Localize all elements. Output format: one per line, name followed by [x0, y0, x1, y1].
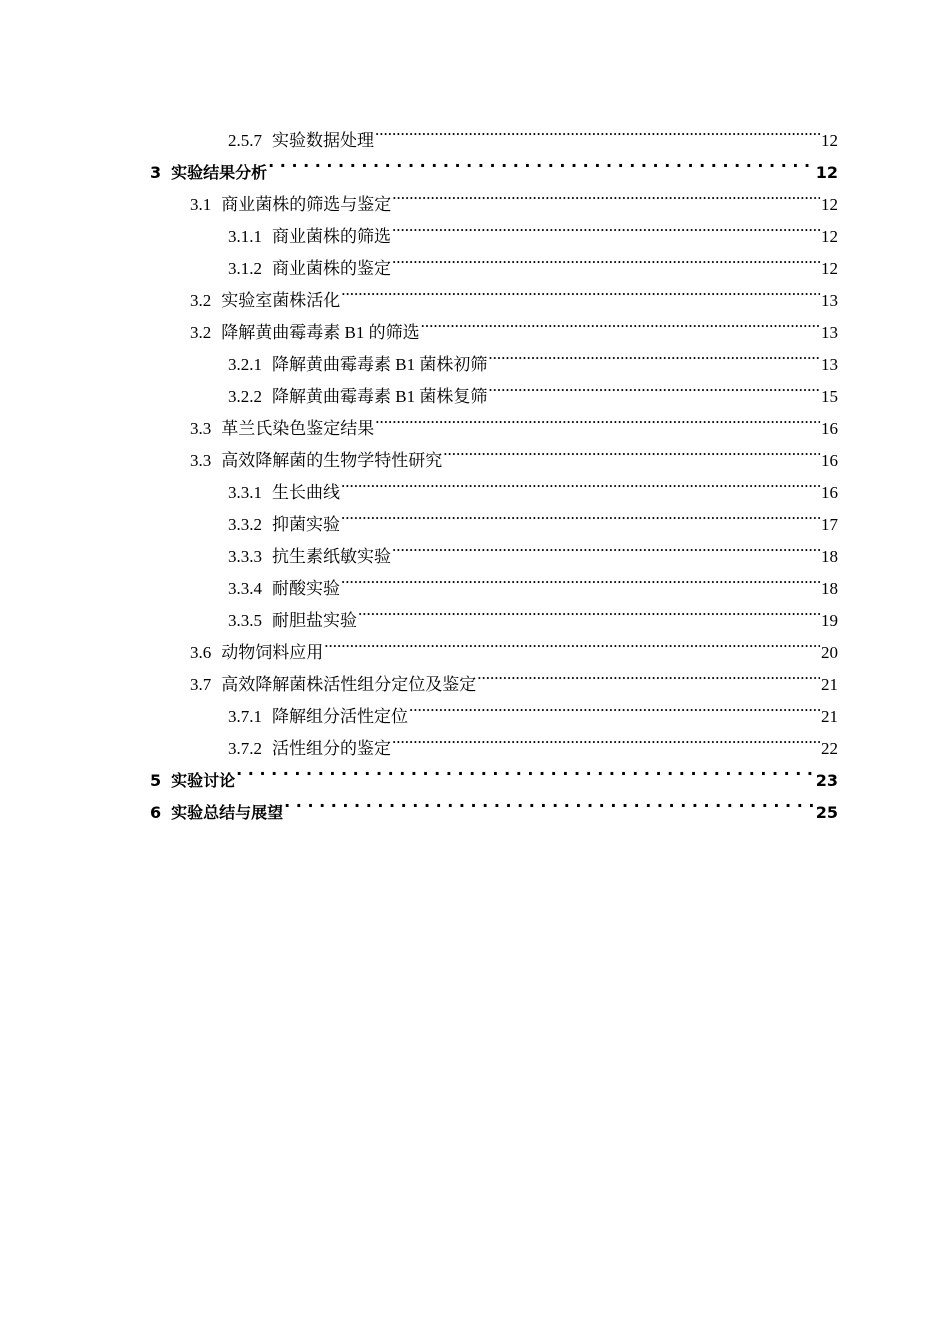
toc-entry-number: 2.5.7 [228, 131, 262, 150]
toc-entry-title: 革兰氏染色鉴定结果 [221, 419, 375, 438]
toc-entry-page: 13 [821, 291, 838, 310]
toc-entry-number: 3.7.1 [228, 707, 262, 726]
toc-entry-number: 3.6 [190, 643, 212, 662]
toc-entry-title: 实验结果分析 [171, 163, 268, 182]
toc-entry-title: 商业菌株的鉴定 [272, 259, 391, 278]
toc-entry-page: 12 [815, 163, 838, 182]
toc-entry-number: 3.1 [190, 195, 212, 214]
toc-entry-page: 20 [821, 643, 838, 662]
dot-leader [392, 242, 820, 274]
toc-entry-title: 抑菌实验 [272, 515, 340, 534]
dot-leader [477, 658, 820, 690]
dot-leader [392, 530, 820, 562]
toc-entry-title: 商业菌株的筛选 [272, 227, 391, 246]
toc-entry-number: 3.3.3 [228, 547, 262, 566]
dot-leader [358, 594, 820, 626]
toc-entry-title: 实验总结与展望 [171, 803, 284, 822]
toc-entry-page: 16 [821, 451, 838, 470]
toc-entry-number: 3.3 [190, 451, 212, 470]
toc-entry-number: 5 [150, 771, 162, 790]
dot-leader [443, 434, 820, 466]
dot-leader [341, 498, 820, 530]
toc-entry-page: 19 [821, 611, 838, 630]
dot-leader [375, 402, 820, 434]
toc-entry-page: 12 [821, 195, 838, 214]
dot-leader [488, 338, 820, 370]
toc-entry-title: 抗生素纸敏实验 [272, 547, 391, 566]
toc-entry-number: 3.3.2 [228, 515, 262, 534]
toc-entry-number: 3.2 [190, 323, 212, 342]
dot-leader [392, 722, 820, 754]
toc-entry-title: 动物饲料应用 [221, 643, 324, 662]
toc-entry-page: 15 [821, 387, 838, 406]
dot-leader [341, 274, 820, 306]
toc-entry-title: 高效降解菌的生物学特性研究 [221, 451, 443, 470]
toc-entry-page: 17 [821, 515, 838, 534]
table-of-contents [150, 114, 838, 822]
toc-entry-page: 21 [821, 675, 838, 694]
dot-leader [268, 146, 815, 178]
toc-entry-number: 3.2.2 [228, 387, 262, 406]
toc-entry-number: 6 [150, 803, 162, 822]
toc-entry-page: 12 [821, 227, 838, 246]
toc-entry-number: 3.3.1 [228, 483, 262, 502]
toc-entry-title: 耐酸实验 [272, 579, 340, 598]
dot-leader [421, 306, 820, 338]
toc-entry-title: 商业菌株的筛选与鉴定 [221, 195, 392, 214]
toc-entry-title: 实验室菌株活化 [221, 291, 341, 310]
toc-entry-title: 活性组分的鉴定 [272, 739, 391, 758]
toc-entry-page: 18 [821, 547, 838, 566]
toc-entry-number: 3.3.4 [228, 579, 262, 598]
toc-entry-page: 25 [815, 803, 838, 822]
toc-entry-title: 实验数据处理 [272, 131, 374, 150]
toc-entry-page: 12 [821, 131, 838, 150]
toc-entry-title: 降解黄曲霉毒素 B1 菌株初筛 [272, 355, 488, 374]
toc-entry-page: 23 [815, 771, 838, 790]
toc-entry-2-5-7[interactable] [150, 114, 838, 150]
dot-leader [488, 370, 820, 402]
toc-entry-page: 16 [821, 483, 838, 502]
dot-leader [375, 114, 820, 146]
toc-entry-6[interactable] [150, 786, 838, 822]
toc-entry-title: 降解黄曲霉毒素 B1 的筛选 [221, 323, 420, 342]
toc-entry-page: 12 [821, 259, 838, 278]
toc-entry-number: 3.7.2 [228, 739, 262, 758]
dot-leader [324, 626, 820, 658]
toc-entry-number: 3.3.5 [228, 611, 262, 630]
toc-entry-page: 21 [821, 707, 838, 726]
toc-entry-title: 生长曲线 [272, 483, 340, 502]
dot-leader [392, 210, 820, 242]
toc-entry-page: 16 [821, 419, 838, 438]
toc-entry-title: 实验讨论 [171, 771, 236, 790]
toc-entry-title: 降解组分活性定位 [272, 707, 408, 726]
toc-entry-number: 3.1.2 [228, 259, 262, 278]
toc-entry-5[interactable] [150, 754, 838, 790]
toc-entry-page: 13 [821, 323, 838, 342]
toc-entry-number: 3 [150, 163, 162, 182]
toc-entry-page: 13 [821, 355, 838, 374]
toc-entry-title: 降解黄曲霉毒素 B1 菌株复筛 [272, 387, 488, 406]
toc-entry-title: 高效降解菌株活性组分定位及鉴定 [221, 675, 477, 694]
dot-leader [392, 178, 820, 210]
dot-leader [236, 754, 815, 786]
toc-entry-title: 耐胆盐实验 [272, 611, 357, 630]
toc-entry-page: 18 [821, 579, 838, 598]
toc-entry-number: 3.3 [190, 419, 212, 438]
toc-entry-number: 3.2 [190, 291, 212, 310]
dot-leader [341, 466, 820, 498]
dot-leader [409, 690, 820, 722]
toc-entry-number: 3.1.1 [228, 227, 262, 246]
toc-entry-page: 22 [821, 739, 838, 758]
toc-entry-number: 3.2.1 [228, 355, 262, 374]
dot-leader [341, 562, 820, 594]
dot-leader [284, 786, 815, 818]
toc-entry-number: 3.7 [190, 675, 212, 694]
